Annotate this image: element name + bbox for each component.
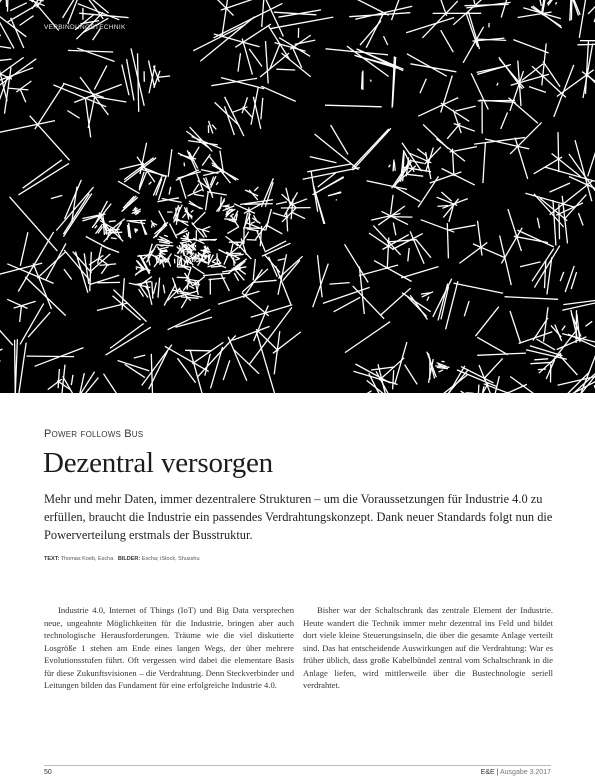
network-edge	[330, 283, 350, 285]
network-edge	[202, 154, 210, 165]
network-edge	[159, 176, 167, 200]
network-edge	[550, 183, 571, 192]
network-edge	[276, 202, 287, 205]
network-edge	[313, 264, 329, 308]
network-edge	[18, 163, 69, 195]
network-edge	[586, 321, 593, 326]
network-edge	[212, 125, 216, 130]
network-edge	[130, 221, 146, 223]
network-edge	[73, 252, 92, 273]
network-edge	[471, 73, 488, 109]
network-edge	[163, 262, 164, 267]
network-edge	[345, 322, 390, 353]
network-edge	[0, 59, 12, 65]
network-edge	[417, 149, 426, 156]
network-edge	[579, 0, 589, 38]
network-edge	[558, 132, 559, 172]
network-edge	[274, 331, 280, 374]
network-edge	[588, 0, 595, 14]
network-edge	[157, 245, 174, 246]
credits-images-value: Escha; iStock, Shusshu	[141, 556, 200, 562]
network-edge	[158, 247, 168, 250]
network-edge	[48, 379, 62, 390]
network-edge	[142, 345, 172, 386]
network-edge	[168, 259, 171, 267]
network-edge	[135, 281, 152, 284]
network-edge	[315, 134, 359, 170]
network-edge	[136, 270, 144, 275]
network-edge	[455, 106, 475, 111]
network-edge	[395, 187, 421, 202]
network-edge	[211, 266, 221, 267]
network-edge	[224, 205, 229, 206]
network-edge	[189, 203, 203, 209]
network-edge	[215, 102, 240, 125]
network-edge	[233, 326, 270, 340]
network-edge	[353, 371, 397, 384]
network-edge	[427, 297, 429, 301]
network-edge	[562, 326, 566, 331]
network-edge	[554, 65, 574, 117]
network-edge	[345, 244, 369, 282]
network-edge	[389, 165, 391, 168]
network-edge	[176, 170, 199, 180]
network-edge	[180, 241, 189, 243]
network-edge	[336, 200, 337, 201]
network-edge	[389, 217, 413, 218]
network-edge	[393, 370, 394, 389]
network-edge	[181, 253, 182, 254]
network-edge	[127, 220, 146, 221]
network-edge	[164, 235, 168, 236]
network-edge	[25, 277, 65, 316]
network-edge	[189, 279, 199, 281]
network-edge	[565, 266, 574, 292]
network-edge	[186, 251, 187, 252]
network-edge	[287, 212, 288, 231]
article-kicker: Power follows Bus	[44, 428, 144, 440]
network-edge	[266, 225, 282, 234]
network-edge	[149, 182, 152, 185]
network-edge	[181, 298, 187, 308]
network-edge	[579, 213, 584, 225]
network-edge	[181, 245, 187, 246]
network-edge	[188, 232, 189, 239]
network-edge	[137, 230, 138, 232]
network-edge	[20, 16, 34, 26]
network-edge	[553, 200, 556, 246]
network-edge	[441, 30, 454, 52]
network-edge	[475, 307, 498, 337]
network-edge	[477, 385, 479, 393]
network-edge	[136, 268, 137, 270]
network-edge	[68, 50, 113, 52]
network-edge	[266, 41, 269, 83]
network-edge	[353, 128, 391, 170]
network-edge	[10, 3, 27, 11]
network-edge	[500, 236, 512, 286]
network-edge	[408, 248, 409, 262]
network-edge	[515, 138, 528, 179]
network-edge	[113, 296, 141, 320]
network-edge	[525, 193, 573, 207]
network-edge	[104, 374, 125, 393]
network-edge	[8, 4, 38, 22]
network-edge	[477, 353, 526, 355]
network-edge	[0, 310, 13, 345]
network-edge	[474, 138, 525, 145]
network-edge	[393, 160, 394, 172]
network-edge	[191, 210, 193, 212]
network-edge	[534, 359, 548, 360]
section-tag: VERBINDUNGSTECHNIK	[44, 24, 126, 31]
network-edge	[553, 332, 576, 361]
network-edge	[63, 83, 104, 97]
network-edge	[448, 225, 476, 230]
network-edge	[407, 54, 447, 76]
network-edge	[169, 187, 171, 195]
network-edge	[238, 53, 241, 71]
network-edge	[261, 178, 273, 207]
network-edge	[439, 370, 444, 372]
network-edge	[180, 178, 186, 199]
network-edge	[8, 88, 29, 90]
network-edge	[64, 250, 91, 282]
network-edge	[557, 70, 594, 97]
network-edge	[405, 365, 418, 385]
network-edge	[454, 283, 504, 293]
network-edge	[420, 79, 426, 93]
network-edge	[276, 69, 295, 70]
network-edge	[95, 225, 97, 228]
network-edge	[23, 160, 62, 188]
network-edge	[418, 98, 458, 117]
network-edge	[98, 247, 102, 264]
network-edge	[278, 10, 321, 17]
network-edge	[508, 209, 522, 251]
body-column-left: Industrie 4.0, Internet of Things (IoT) und Big Data versprechen neue, ungeahnte Möglichkeiten für die Industrie, bringen aber auch technologische Herausforderungen. Träume wie die viel diskutierte Losgröße 1 stehen am Ende eines langen Wegs, der über mehrere Evolutionsstufen führt. Oft vergessen wird dabei die elementare Basis für diese Zukunftsvisionen – die Verdrahtung. Denn Steckverbinder und Leitungen bilden das Fundament für eine erfolgreiche Industrie 4.0.	[44, 605, 294, 690]
network-edge	[571, 272, 576, 289]
network-edge	[189, 152, 198, 169]
network-edge	[90, 252, 92, 291]
network-edge	[203, 273, 230, 276]
network-edge	[362, 391, 371, 393]
network-edge	[192, 147, 199, 159]
body-column-right: Bisher war der Schaltschrank das zentrale Element der Industrie. Heute wandert die Technik immer mehr dezentral ins Feld und bildet dort viele kleine Steuerungsinseln, die über die gesamte Anlage verteilt sind. Das hat entscheidende Auswirkungen auf die Verdrahtung: War es früher üblich, dass große Kabelbündel zentral vom Schaltschrank in die Anlage liefen, wird mittlerweile über die Bustechnologie seriell verdrahtet.	[303, 605, 553, 690]
network-edge	[206, 192, 209, 211]
network-edge	[192, 212, 205, 225]
network-edge	[418, 176, 438, 207]
network-edge	[0, 46, 11, 49]
network-edge	[373, 226, 400, 255]
network-edge	[234, 350, 259, 374]
magazine-name: E&E |	[480, 769, 499, 776]
network-edge	[242, 269, 268, 292]
network-edge	[179, 258, 180, 265]
network-edge	[109, 221, 116, 222]
network-edge	[58, 369, 59, 388]
network-edge	[5, 67, 12, 113]
network-edge	[202, 227, 210, 230]
network-edge	[111, 238, 117, 239]
network-edge	[254, 187, 258, 191]
network-edge	[138, 53, 139, 112]
network-edge	[146, 280, 152, 305]
network-edge	[407, 174, 423, 176]
network-edge	[401, 267, 438, 278]
network-edge	[391, 195, 394, 215]
network-edge	[545, 260, 546, 288]
footer-magazine	[481, 769, 551, 776]
network-edge	[450, 147, 477, 152]
network-edge	[556, 2, 557, 4]
network-edge	[374, 261, 412, 282]
network-edge	[152, 282, 153, 299]
network-edge	[513, 40, 548, 53]
network-edge	[411, 161, 424, 164]
network-edge	[477, 337, 508, 355]
network-edge	[370, 80, 371, 82]
network-edge	[155, 222, 169, 234]
network-edge	[223, 360, 230, 380]
network-edge	[224, 219, 237, 220]
network-edge	[67, 111, 79, 119]
network-edge	[189, 286, 194, 289]
network-edge	[17, 343, 26, 393]
network-edge	[393, 223, 396, 236]
network-edge	[410, 64, 456, 72]
network-edge	[168, 149, 172, 177]
network-edge	[310, 157, 337, 163]
network-edge	[510, 311, 521, 344]
network-edge	[37, 252, 65, 278]
network-edge	[10, 197, 58, 251]
network-edge	[101, 265, 107, 274]
network-edge	[381, 288, 411, 315]
network-edge	[256, 331, 276, 393]
network-edge	[459, 243, 487, 264]
network-edge	[253, 259, 255, 280]
network-edge	[253, 280, 277, 282]
network-edge	[325, 105, 382, 107]
network-edge	[20, 306, 22, 322]
network-edge	[442, 199, 468, 209]
network-edge	[253, 97, 260, 129]
network-edge	[251, 222, 255, 224]
network-edge	[394, 162, 395, 171]
network-edge	[261, 86, 295, 101]
network-edge	[190, 350, 203, 393]
network-edge	[497, 83, 498, 86]
network-edge	[225, 106, 235, 135]
network-edge	[227, 227, 239, 234]
network-edge	[384, 36, 388, 45]
credits-text-label: TEXT:	[44, 556, 60, 562]
network-edge	[211, 347, 223, 389]
network-edge	[182, 214, 185, 218]
network-edge	[27, 356, 75, 357]
network-edge	[158, 278, 160, 298]
network-edge	[170, 224, 177, 239]
network-edge	[247, 240, 257, 241]
network-edge	[505, 297, 559, 300]
network-edge	[185, 350, 211, 351]
network-edge	[110, 324, 144, 349]
network-edge	[485, 358, 503, 378]
network-edge	[226, 236, 239, 246]
credits-text-value: Thomas Koeb, Escha	[60, 556, 114, 562]
network-edge	[550, 181, 593, 215]
network-edge	[438, 375, 468, 393]
network-edge	[464, 301, 469, 316]
network-edge	[367, 181, 408, 190]
network-edge	[0, 360, 1, 361]
network-edge	[127, 59, 134, 100]
network-edge	[519, 332, 553, 344]
network-edge	[520, 262, 541, 267]
network-edge	[473, 244, 505, 258]
page-number: 50	[44, 769, 52, 776]
network-edge	[468, 0, 475, 4]
network-edge	[191, 250, 192, 252]
network-edge	[63, 194, 91, 237]
network-edge	[538, 369, 546, 370]
network-edge	[543, 62, 560, 87]
network-edge	[177, 256, 178, 267]
network-edge	[175, 317, 212, 327]
network-edge	[71, 375, 73, 385]
network-edge	[283, 260, 300, 280]
network-edge	[64, 269, 72, 279]
network-edge	[538, 0, 542, 6]
article-headline: Dezentral versorgen	[43, 447, 273, 479]
network-edge	[249, 49, 262, 67]
network-edge	[245, 190, 258, 196]
network-edge	[216, 182, 218, 185]
network-edge	[485, 139, 529, 149]
network-edge	[247, 229, 259, 231]
network-edge	[4, 0, 6, 7]
network-edge	[163, 285, 164, 294]
network-edge	[63, 0, 75, 18]
network-edge	[334, 297, 361, 312]
network-edge	[560, 272, 564, 281]
network-edge	[466, 14, 477, 47]
network-edge	[447, 223, 448, 258]
network-edge	[402, 293, 431, 312]
network-edge	[478, 221, 483, 256]
network-edge	[158, 76, 170, 77]
network-edge	[0, 121, 55, 134]
network-edge	[35, 348, 84, 367]
network-edge	[94, 66, 107, 90]
network-edge	[20, 232, 28, 266]
network-edge	[529, 87, 546, 93]
network-edge	[242, 293, 269, 316]
network-edge	[51, 195, 62, 198]
network-edge	[32, 0, 56, 9]
network-edge	[329, 192, 342, 196]
network-edge	[395, 342, 407, 384]
network-edge	[331, 125, 348, 154]
network-edge	[478, 100, 515, 101]
article-lead: Mehr und mehr Daten, immer dezentralere Strukturen – um die Voraussetzungen für Industrie 4.0 zu erfüllen, braucht die Industrie ein passendes Verdrahtungskonzept. Dank neuer Standards folgt nun die Powerverteilung erstmals der Busstruktur.	[44, 492, 553, 542]
network-edge	[235, 259, 239, 260]
network-edge	[453, 0, 490, 25]
network-edge	[118, 181, 140, 193]
network-edge	[207, 192, 227, 195]
network-edge	[537, 218, 539, 229]
network-edge	[141, 220, 146, 235]
network-edge	[251, 87, 258, 124]
network-edge	[461, 367, 494, 383]
network-edge	[8, 0, 10, 12]
network-edge	[254, 305, 269, 341]
network-edge	[483, 143, 486, 184]
network-edge	[182, 240, 187, 241]
network-edge	[151, 354, 153, 393]
network-edge	[20, 90, 26, 103]
article-credits	[44, 556, 200, 562]
network-edge	[239, 269, 246, 274]
network-edge	[199, 255, 200, 257]
network-edge	[577, 43, 595, 45]
magazine-issue: Ausgabe 3.2017	[500, 769, 551, 776]
network-edge	[422, 1, 457, 38]
network-edge	[366, 14, 383, 47]
network-edge	[278, 259, 285, 261]
network-edge	[77, 48, 114, 61]
network-edge	[186, 131, 208, 148]
network-edge	[534, 246, 559, 288]
network-edge	[510, 377, 548, 394]
network-edge	[501, 113, 508, 130]
network-edge	[353, 286, 384, 319]
network-edge	[16, 81, 31, 92]
network-edge	[106, 327, 151, 355]
network-edge	[221, 274, 229, 291]
footer-divider	[44, 765, 551, 766]
network-edge	[194, 194, 204, 196]
network-edge	[441, 103, 469, 121]
network-edge	[192, 266, 204, 274]
network-edge	[352, 129, 389, 168]
network-edge	[234, 273, 238, 281]
network-edge	[181, 256, 182, 266]
network-edge	[152, 223, 153, 228]
network-edge	[273, 332, 301, 353]
network-edge	[181, 297, 199, 298]
network-edge	[571, 0, 572, 20]
network-edge	[153, 283, 156, 295]
network-edge	[564, 195, 586, 220]
network-edge	[477, 65, 510, 72]
network-edge	[120, 164, 145, 170]
network-edge	[244, 228, 260, 229]
network-edge	[588, 138, 595, 176]
network-edge	[124, 158, 153, 180]
network-edge	[430, 172, 462, 183]
network-edge	[261, 98, 263, 120]
network-edge	[134, 355, 145, 358]
network-edge	[292, 213, 305, 219]
credits-images-label: BILDER:	[117, 556, 141, 562]
network-edge	[387, 240, 416, 242]
